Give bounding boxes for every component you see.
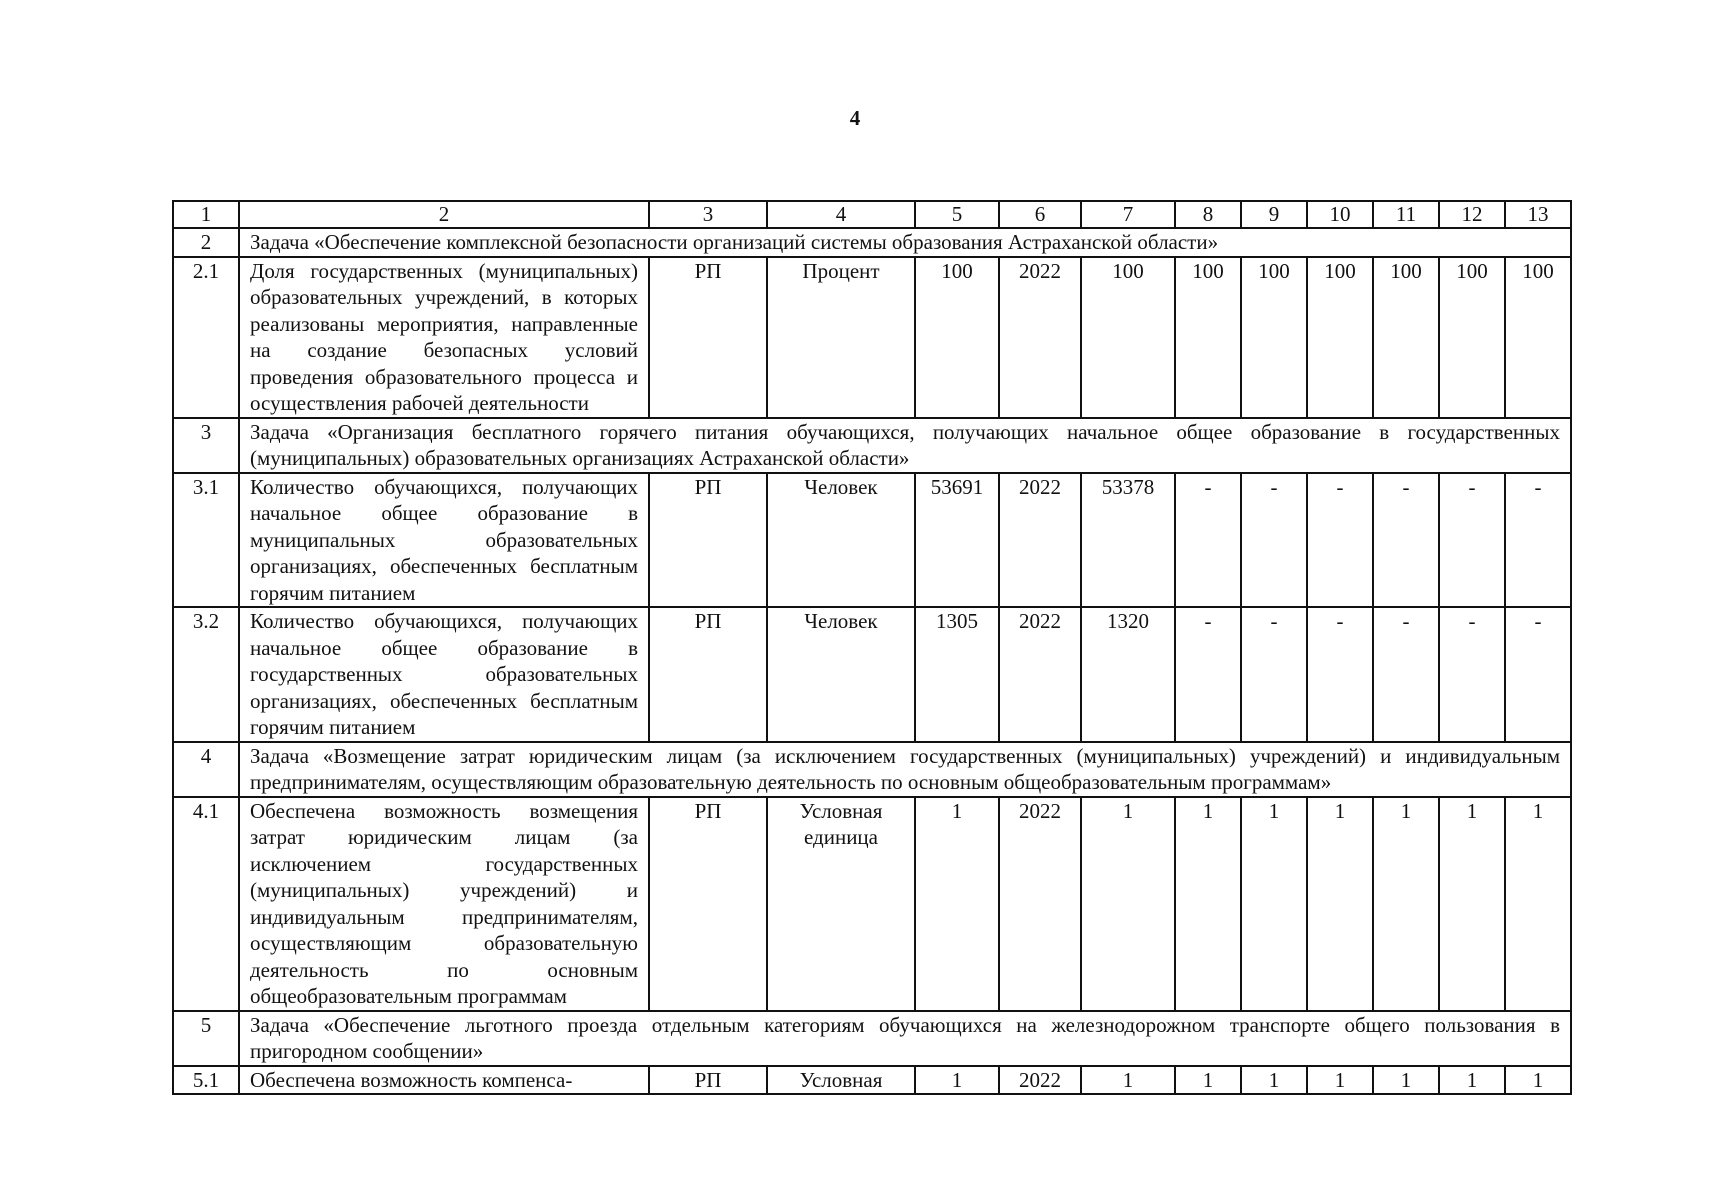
value-col-12: 100	[1439, 257, 1505, 418]
indicator-name: Количество обучающихся, получающих начальное общее образование в муниципальных образовательных организациях, обеспеченных бесплатным горячим питанием	[239, 473, 649, 608]
indicator-row	[173, 257, 1571, 418]
indicator-source: РП	[649, 257, 767, 418]
value-col-11: 1	[1373, 1066, 1439, 1095]
value-col-9: 100	[1241, 257, 1307, 418]
task-row	[173, 228, 1571, 257]
value-col-11: -	[1373, 473, 1439, 608]
value-col-8: 100	[1175, 257, 1241, 418]
indicator-name: Доля государственных (муниципальных) образовательных учреждений, в которых реализованы мероприятия, направленные на создание безопасных условий проведения образовательного процесса и осуществления рабочей деятельности	[239, 257, 649, 418]
base-year: 2022	[999, 257, 1081, 418]
indicator-unit: Человек	[767, 607, 915, 742]
row-number: 4.1	[173, 797, 239, 1011]
base-year: 2022	[999, 797, 1081, 1011]
value-col-13: 1	[1505, 797, 1571, 1011]
row-number: 4	[173, 742, 239, 797]
row-number: 5.1	[173, 1066, 239, 1095]
column-header-13: 13	[1505, 201, 1571, 228]
base-value: 1	[915, 797, 999, 1011]
indicator-unit: Процент	[767, 257, 915, 418]
value-col-9: -	[1241, 607, 1307, 742]
value-col-13: -	[1505, 607, 1571, 742]
task-title: Задача «Возмещение затрат юридическим лицам (за исключением государственных (муниципальных) учреждений) и индивидуальным предпринимателям, осуществляющим образовательную деятельность по основным общеобразовательным программам»	[239, 742, 1571, 797]
indicator-source: РП	[649, 607, 767, 742]
indicators-table	[172, 200, 1572, 1095]
column-header-6: 6	[999, 201, 1081, 228]
value-col-10: -	[1307, 607, 1373, 742]
task-row	[173, 1011, 1571, 1066]
value-col-9: -	[1241, 473, 1307, 608]
column-header-12: 12	[1439, 201, 1505, 228]
value-col-12: 1	[1439, 797, 1505, 1011]
column-header-2: 2	[239, 201, 649, 228]
table-header-row	[173, 201, 1571, 228]
column-header-10: 10	[1307, 201, 1373, 228]
base-value: 1	[915, 1066, 999, 1095]
indicator-row	[173, 473, 1571, 608]
value-col-10: 1	[1307, 797, 1373, 1011]
task-row	[173, 742, 1571, 797]
column-header-1: 1	[173, 201, 239, 228]
value-col-8: 1	[1175, 797, 1241, 1011]
indicator-source: РП	[649, 1066, 767, 1095]
indicator-source: РП	[649, 797, 767, 1011]
value-col-7: 1	[1081, 797, 1175, 1011]
indicator-name: Обеспечена возможность компенса-	[239, 1066, 649, 1095]
value-col-11: 100	[1373, 257, 1439, 418]
base-value: 100	[915, 257, 999, 418]
row-number: 3.1	[173, 473, 239, 608]
row-number: 2.1	[173, 257, 239, 418]
column-header-4: 4	[767, 201, 915, 228]
column-header-8: 8	[1175, 201, 1241, 228]
indicator-unit: Условная единица	[767, 797, 915, 1011]
value-col-8: -	[1175, 607, 1241, 742]
indicator-unit: Условная	[767, 1066, 915, 1095]
task-title: Задача «Обеспечение льготного проезда отдельным категориям обучающихся на железнодорожном транспорте общего пользования в пригородном сообщении»	[239, 1011, 1571, 1066]
base-value: 53691	[915, 473, 999, 608]
row-number: 5	[173, 1011, 239, 1066]
value-col-8: 1	[1175, 1066, 1241, 1095]
value-col-7: 1320	[1081, 607, 1175, 742]
base-year: 2022	[999, 1066, 1081, 1095]
value-col-9: 1	[1241, 1066, 1307, 1095]
row-number: 3.2	[173, 607, 239, 742]
value-col-11: 1	[1373, 797, 1439, 1011]
column-header-11: 11	[1373, 201, 1439, 228]
value-col-9: 1	[1241, 797, 1307, 1011]
value-col-10: 100	[1307, 257, 1373, 418]
value-col-7: 1	[1081, 1066, 1175, 1095]
value-col-8: -	[1175, 473, 1241, 608]
indicator-name: Обеспечена возможность возмещения затрат юридическим лицам (за исключением государственных (муниципальных) учреждений) и индивидуальным предпринимателям, осуществляющим образовательную деятельность по основным общеобразовательным программам	[239, 797, 649, 1011]
value-col-7: 53378	[1081, 473, 1175, 608]
value-col-10: -	[1307, 473, 1373, 608]
value-col-12: -	[1439, 473, 1505, 608]
indicator-source: РП	[649, 473, 767, 608]
value-col-11: -	[1373, 607, 1439, 742]
value-col-13: 100	[1505, 257, 1571, 418]
value-col-10: 1	[1307, 1066, 1373, 1095]
row-number: 3	[173, 418, 239, 473]
indicator-row	[173, 1066, 1571, 1095]
base-value: 1305	[915, 607, 999, 742]
value-col-13: -	[1505, 473, 1571, 608]
column-header-9: 9	[1241, 201, 1307, 228]
value-col-7: 100	[1081, 257, 1175, 418]
page-number: 4	[849, 106, 861, 130]
value-col-12: -	[1439, 607, 1505, 742]
indicator-name: Количество обучающихся, получающих начальное общее образование в государственных образовательных организациях, обеспеченных бесплатным горячим питанием	[239, 607, 649, 742]
value-col-12: 1	[1439, 1066, 1505, 1095]
column-header-5: 5	[915, 201, 999, 228]
task-title: Задача «Организация бесплатного горячего питания обучающихся, получающих начальное общее образование в государственных (муниципальных) образовательных организациях Астраханской области»	[239, 418, 1571, 473]
task-row	[173, 418, 1571, 473]
indicator-unit: Человек	[767, 473, 915, 608]
column-header-3: 3	[649, 201, 767, 228]
indicator-row	[173, 797, 1571, 1011]
value-col-13: 1	[1505, 1066, 1571, 1095]
task-title: Задача «Обеспечение комплексной безопасности организаций системы образования Астраханской области»	[239, 228, 1571, 257]
base-year: 2022	[999, 473, 1081, 608]
column-header-7: 7	[1081, 201, 1175, 228]
base-year: 2022	[999, 607, 1081, 742]
row-number: 2	[173, 228, 239, 257]
indicator-row	[173, 607, 1571, 742]
